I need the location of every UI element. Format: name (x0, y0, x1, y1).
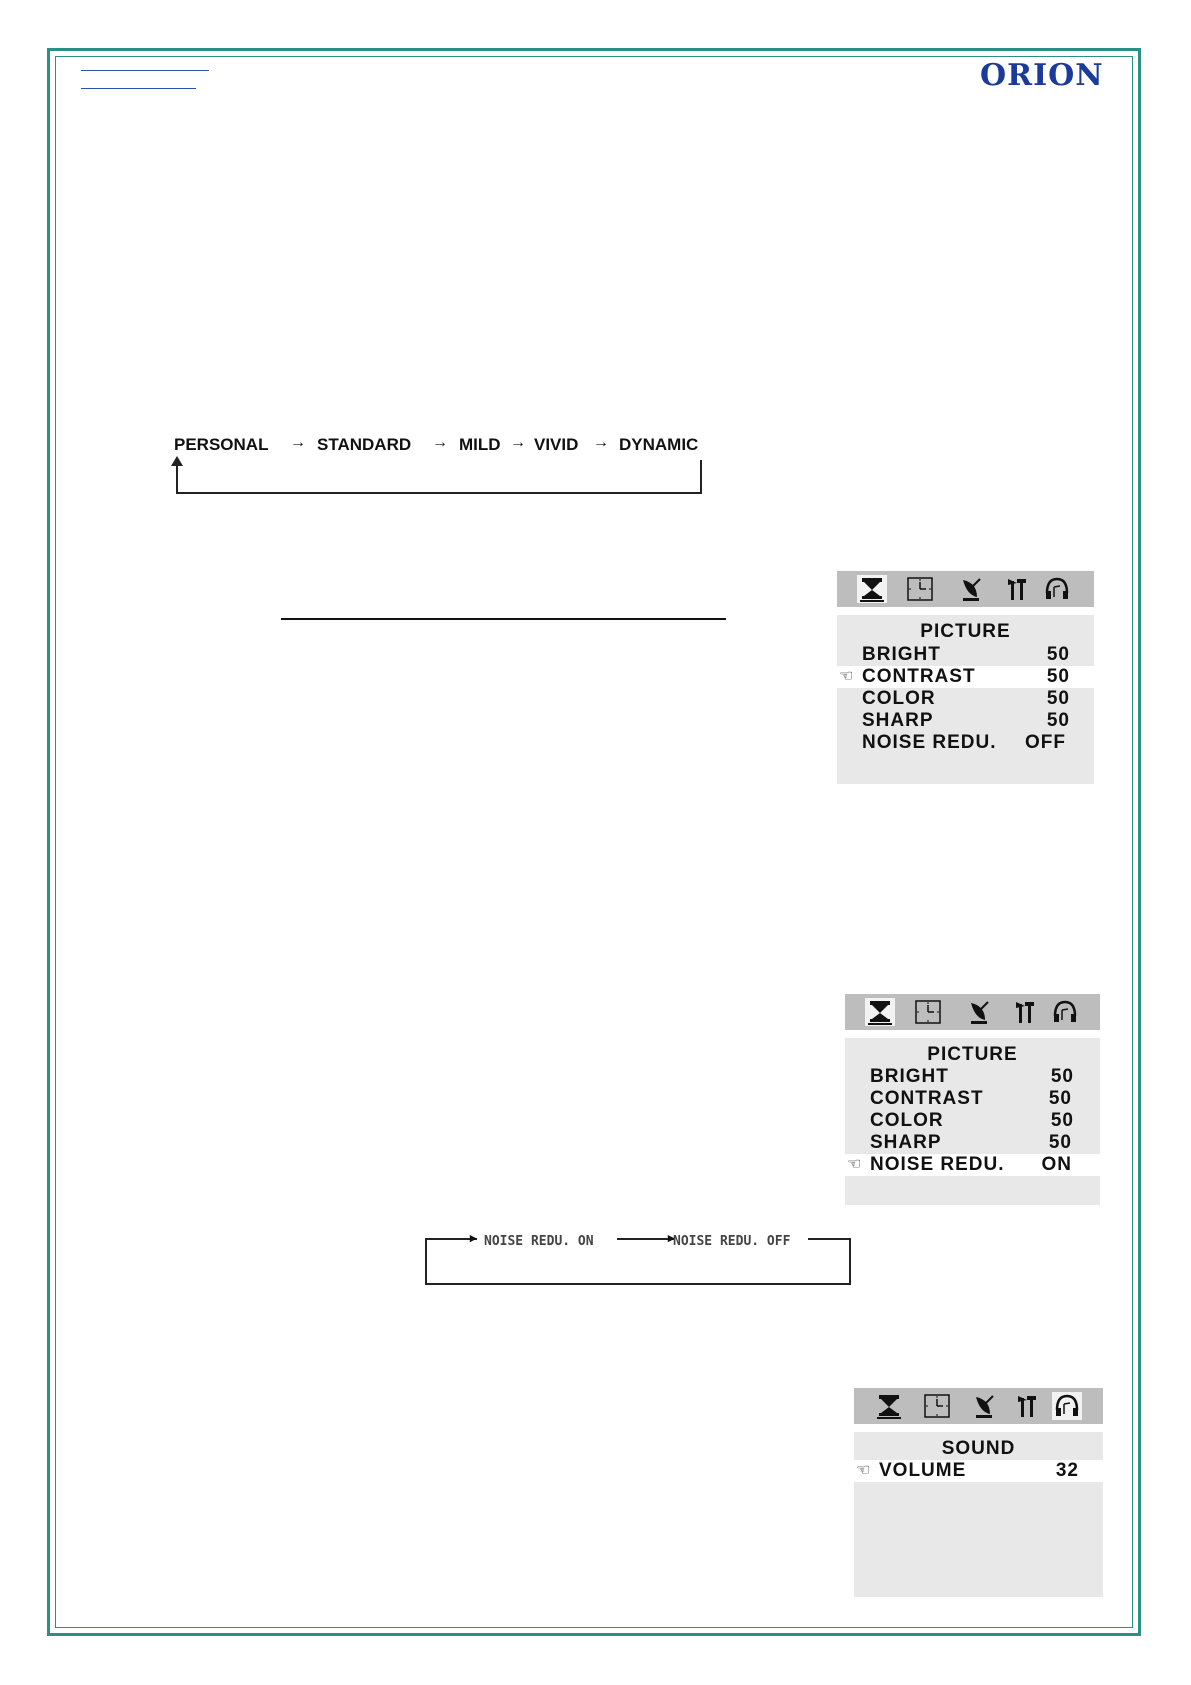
osd-row-bright[interactable] (845, 1066, 1100, 1088)
header-link-line-2[interactable] (81, 88, 196, 89)
osd-row-value: 50 (1046, 710, 1070, 731)
toggle-top-right-segment (808, 1238, 850, 1240)
flow-step-mild: MILD (459, 435, 501, 454)
osd-row-color[interactable] (845, 1110, 1100, 1132)
clock-icon[interactable] (905, 575, 935, 603)
osd-row-label: SHARP (862, 710, 934, 731)
hand-pointer-icon: ☜ (856, 1462, 871, 1479)
flow-loop-bottom (176, 492, 702, 494)
toggle-loop-right (849, 1238, 851, 1285)
osd-row-label: CONTRAST (870, 1088, 984, 1109)
toggle-loop-left (425, 1238, 427, 1284)
flow-loop-left (176, 462, 178, 494)
osd-picture-noise (845, 994, 1100, 1205)
flow-arrow-icon: → (290, 434, 306, 451)
toggle-arrow-icon: ▸ (470, 1230, 477, 1245)
osd-separator (837, 607, 1094, 615)
osd-row-value: 50 (1048, 1132, 1072, 1153)
toggle-loop-bottom (425, 1283, 851, 1285)
osd-separator (845, 1030, 1100, 1038)
hand-pointer-icon: ☜ (847, 1156, 862, 1173)
osd-row-label: VOLUME (879, 1460, 967, 1481)
osd-row-label: CONTRAST (862, 666, 976, 687)
osd-row-bright[interactable] (837, 644, 1094, 666)
osd-icon-bar (854, 1388, 1103, 1424)
hand-pointer-icon: ☜ (839, 668, 854, 685)
headphones-icon[interactable] (1042, 575, 1072, 603)
osd-row-label: NOISE REDU. (862, 732, 997, 753)
satellite-dish-icon[interactable] (955, 575, 985, 603)
toggle-top-mid-segment (617, 1238, 674, 1240)
osd-row-value: 50 (1046, 688, 1070, 709)
headphones-icon[interactable] (1052, 1392, 1082, 1420)
osd-row-color[interactable] (837, 688, 1094, 710)
flow-loop-arrowhead-icon (171, 456, 183, 466)
osd-row-label: SHARP (870, 1132, 942, 1153)
osd-picture-contrast (837, 571, 1094, 784)
flow-arrow-icon: → (432, 434, 448, 451)
flow-step-standard: STANDARD (317, 435, 412, 454)
tools-icon[interactable] (1012, 1392, 1042, 1420)
osd-row-value: ON (1041, 1154, 1072, 1175)
osd-row-value: 50 (1048, 1088, 1072, 1109)
osd-row-sharp[interactable] (845, 1132, 1100, 1154)
flow-step-personal: PERSONAL (174, 435, 269, 454)
picture-icon[interactable] (857, 575, 887, 603)
osd-row-label: COLOR (870, 1110, 944, 1131)
osd-row-noise-redu[interactable] (845, 1154, 1100, 1176)
osd-row-label: BRIGHT (870, 1066, 949, 1087)
osd-row-label: NOISE REDU. (870, 1154, 1005, 1175)
picture-icon[interactable] (874, 1392, 904, 1420)
tools-icon[interactable] (1002, 575, 1032, 603)
osd-row-volume[interactable] (854, 1460, 1103, 1482)
flow-step-vivid: VIVID (534, 435, 579, 454)
osd-row-value: 50 (1050, 1110, 1074, 1131)
clock-icon[interactable] (922, 1392, 952, 1420)
section-underline (281, 618, 726, 620)
osd-row-contrast[interactable] (845, 1088, 1100, 1110)
toggle-off-label: NOISE REDU. OFF (673, 1234, 791, 1249)
osd-row-value: 50 (1050, 1066, 1074, 1087)
picture-icon[interactable] (865, 998, 895, 1026)
osd-title: SOUND (941, 1438, 1016, 1459)
flow-arrow-icon: → (510, 434, 526, 451)
orion-logo: ORION (980, 58, 1104, 93)
osd-sound (854, 1388, 1103, 1597)
osd-row-value: 50 (1046, 666, 1070, 687)
osd-title: PICTURE (927, 1044, 1018, 1065)
osd-row-value: OFF (1025, 732, 1066, 753)
osd-title: PICTURE (920, 621, 1011, 642)
osd-row-noise-redu[interactable] (837, 732, 1094, 754)
header-link-line-1[interactable] (81, 70, 209, 71)
osd-row-contrast[interactable] (837, 666, 1094, 688)
satellite-dish-icon[interactable] (968, 1392, 998, 1420)
osd-separator (854, 1424, 1103, 1432)
toggle-arrow-icon: ▸ (668, 1230, 675, 1245)
osd-row-sharp[interactable] (837, 710, 1094, 732)
osd-icon-bar (837, 571, 1094, 607)
flow-arrow-icon: → (593, 434, 609, 451)
osd-row-value: 50 (1046, 644, 1070, 665)
osd-icon-bar (845, 994, 1100, 1030)
flow-loop-right (700, 460, 702, 493)
clock-icon[interactable] (913, 998, 943, 1026)
osd-row-label: BRIGHT (862, 644, 941, 665)
osd-row-label: COLOR (862, 688, 936, 709)
satellite-dish-icon[interactable] (963, 998, 993, 1026)
toggle-on-label: NOISE REDU. ON (484, 1234, 594, 1249)
osd-row-value: 32 (1055, 1460, 1079, 1481)
tools-icon[interactable] (1010, 998, 1040, 1026)
flow-step-dynamic: DYNAMIC (619, 435, 699, 454)
headphones-icon[interactable] (1050, 998, 1080, 1026)
